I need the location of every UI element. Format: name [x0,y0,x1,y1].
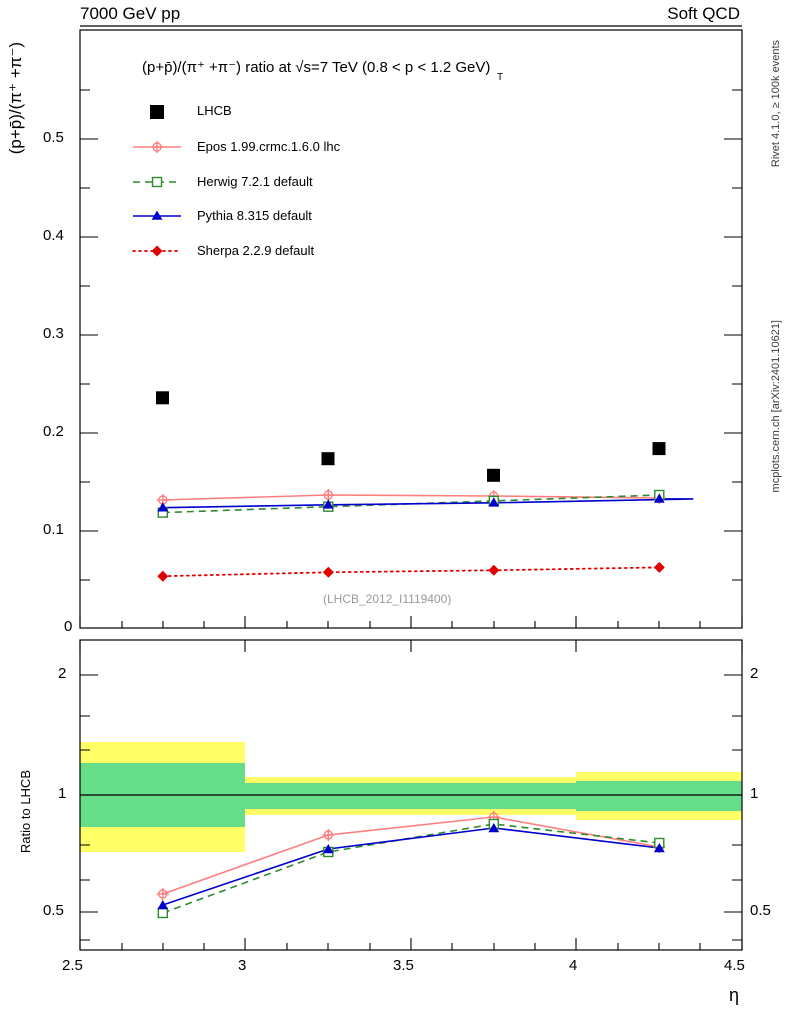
ratio-ytick-right-05: 0.5 [750,902,771,919]
header-right: Soft QCD [667,4,740,23]
xtick-2: 3.5 [393,957,414,974]
xtick-1: 3 [238,957,247,974]
xtick-3: 4 [569,957,578,974]
right-margin-middle: mcplots.cern.ch [arXiv:2401.10621] [770,320,782,493]
analysis-watermark: (LHCB_2012_I1119400) [323,592,452,606]
main-ytick-5: 0 [64,618,73,635]
main-ytick-2: 0.3 [43,325,64,342]
legend-item-pythia: Pythia 8.315 default [197,208,312,223]
main-ytick-4: 0.1 [43,521,64,538]
ratio-ytick-left-1: 1 [58,785,67,802]
series-markers-lhcb [156,391,666,482]
xaxis-label: η [729,985,740,1005]
main-ytick-0: 0.5 [43,129,64,146]
legend-item-epos: Epos 1.99.crmc.1.6.0 lhc [197,139,341,154]
plot-title [142,58,490,76]
ratio-bands [80,742,742,852]
xtick-0: 2.5 [62,957,83,974]
ratio-ytick-left-05: 0.5 [43,902,64,919]
series-line-sherpa [163,567,660,576]
ratio-ylabel: Ratio to LHCB [18,770,33,854]
legend-item-lhcb: LHCB [197,103,232,118]
main-ytick-1: 0.4 [43,227,64,244]
right-margin-top: Rivet 4.1.0, ≥ 100k events [770,40,782,168]
legend-markers [133,105,181,257]
legend-item-sherpa: Sherpa 2.2.9 default [197,243,315,258]
plot-title-text: (p+p̄)/(π⁺ +π⁻) ratio at √s=7 TeV (0.8 < p < 1.2 GeV) [142,59,491,76]
main-ylabel: (p+p̄)/(π⁺ +π⁻) [6,42,25,155]
ratio-ytick-left-2: 2 [58,665,67,682]
xtick-4: 4.5 [724,957,745,974]
ratio-ytick-right-2: 2 [750,665,759,682]
series-line-pythia [163,499,694,508]
header-left: 7000 GeV pp [80,4,181,23]
ratio-ytick-right-1: 1 [750,785,759,802]
main-ytick-3: 0.2 [43,423,64,440]
plot-title-subscript: T [497,72,504,83]
legend-item-herwig: Herwig 7.2.1 default [197,174,313,189]
